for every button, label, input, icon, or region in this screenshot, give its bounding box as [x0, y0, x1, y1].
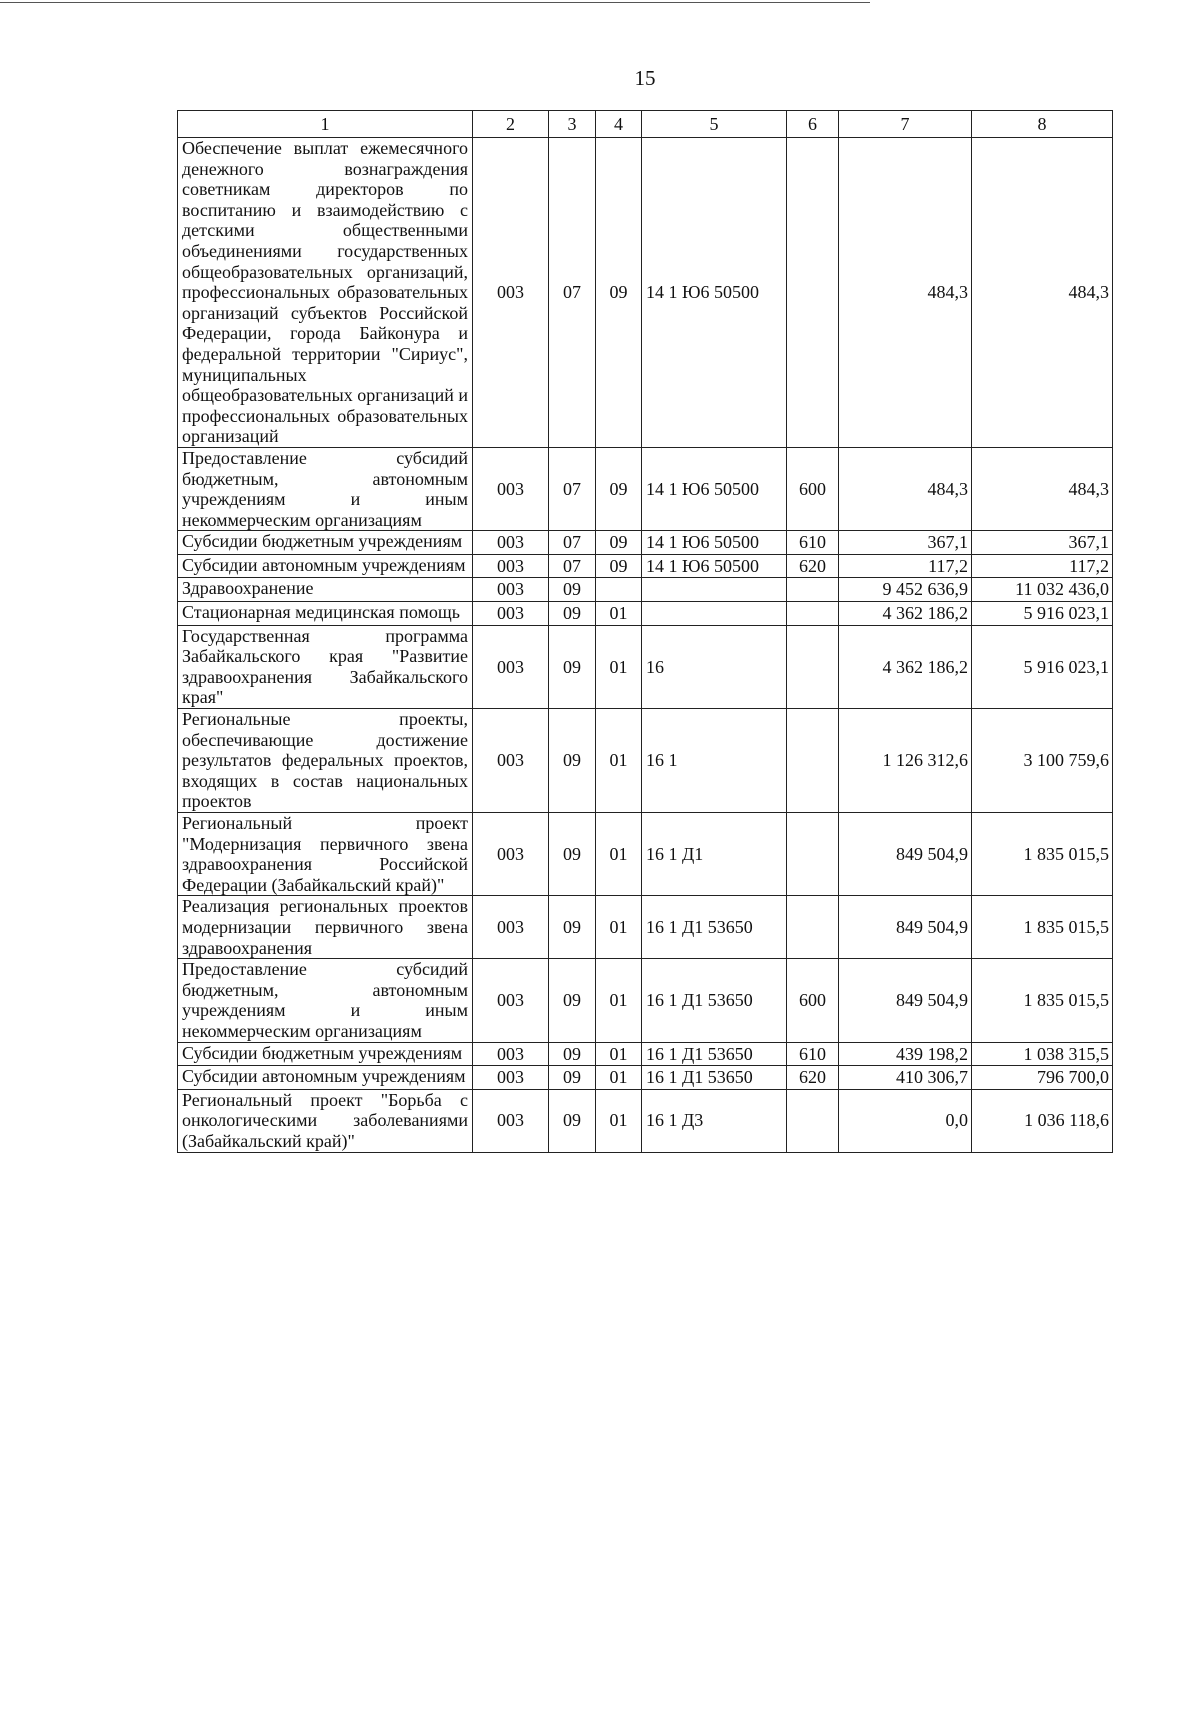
- header-cell-7: 7: [839, 111, 972, 138]
- table-row: [178, 1066, 1113, 1090]
- row-target-article-cell: 16 1 Д1 53650: [642, 1066, 787, 1090]
- row-subsection-cell: 09: [596, 554, 642, 578]
- row-target-article-cell: 16 1 Д1: [642, 813, 787, 896]
- row-expense-type-cell: [787, 813, 839, 896]
- table-row: [178, 578, 1113, 602]
- row-name-cell: Здравоохранение: [178, 578, 473, 602]
- row-subsection-cell: 01: [596, 709, 642, 813]
- header-cell-4: 4: [596, 111, 642, 138]
- row-amount-year1-cell: 4 362 186,2: [839, 602, 972, 626]
- table-row: [178, 447, 1113, 530]
- header-cell-6: 6: [787, 111, 839, 138]
- row-name-cell: Предоставление субсидий бюджетным, автономным учреждениям и иным некоммерческим организациям: [178, 447, 473, 530]
- row-target-article-cell: 14 1 Ю6 50500: [642, 554, 787, 578]
- row-admin-code-cell: 003: [473, 531, 549, 555]
- row-subsection-cell: 01: [596, 813, 642, 896]
- row-section-cell: 09: [549, 1089, 596, 1152]
- row-admin-code-cell: 003: [473, 138, 549, 448]
- table-row: [178, 1042, 1113, 1066]
- table-row: [178, 531, 1113, 555]
- row-amount-year2-cell: 1 835 015,5: [972, 959, 1113, 1042]
- row-subsection-cell: 01: [596, 1042, 642, 1066]
- table-row: [178, 602, 1113, 626]
- table-row: [178, 1089, 1113, 1152]
- row-subsection-cell: 09: [596, 138, 642, 448]
- row-target-article-cell: [642, 602, 787, 626]
- row-admin-code-cell: 003: [473, 602, 549, 626]
- header-cell-3: 3: [549, 111, 596, 138]
- row-expense-type-cell: 610: [787, 1042, 839, 1066]
- row-admin-code-cell: 003: [473, 578, 549, 602]
- row-admin-code-cell: 003: [473, 813, 549, 896]
- row-amount-year1-cell: 849 504,9: [839, 896, 972, 959]
- scan-edge-line: [0, 2, 870, 3]
- row-amount-year2-cell: 1 835 015,5: [972, 813, 1113, 896]
- row-name-cell: Региональные проекты, обеспечивающие достижение результатов федеральных проектов, входящих в состав национальных проектов: [178, 709, 473, 813]
- row-expense-type-cell: 610: [787, 531, 839, 555]
- row-admin-code-cell: 003: [473, 1089, 549, 1152]
- row-target-article-cell: [642, 578, 787, 602]
- row-section-cell: 09: [549, 602, 596, 626]
- row-amount-year2-cell: 11 032 436,0: [972, 578, 1113, 602]
- row-admin-code-cell: 003: [473, 554, 549, 578]
- row-name-cell: Обеспечение выплат ежемесячного денежного вознаграждения советникам директоров по воспитанию и взаимодействию с детскими общественными объединениями государственных общеобразовательных организаций, профессиональных образовательных организаций субъектов Российской Федерации, города Байконура и федеральной территории "Сириус", муниципальных общеобразовательных организаций и профессиональных образовательных организаций: [178, 138, 473, 448]
- row-section-cell: 07: [549, 447, 596, 530]
- row-name-cell: Региональный проект "Модернизация первичного звена здравоохранения Российской Федерации (Забайкальский край)": [178, 813, 473, 896]
- row-subsection-cell: 01: [596, 625, 642, 708]
- row-amount-year2-cell: 484,3: [972, 138, 1113, 448]
- row-amount-year1-cell: 410 306,7: [839, 1066, 972, 1090]
- row-amount-year1-cell: 849 504,9: [839, 813, 972, 896]
- row-subsection-cell: 01: [596, 1066, 642, 1090]
- row-expense-type-cell: 620: [787, 554, 839, 578]
- row-expense-type-cell: 600: [787, 447, 839, 530]
- header-cell-1: 1: [178, 111, 473, 138]
- row-section-cell: 09: [549, 1042, 596, 1066]
- table-row: [178, 625, 1113, 708]
- row-target-article-cell: 16 1 Д1 53650: [642, 1042, 787, 1066]
- row-section-cell: 09: [549, 813, 596, 896]
- row-amount-year2-cell: 484,3: [972, 447, 1113, 530]
- table-header-row: [178, 111, 1113, 138]
- row-target-article-cell: 14 1 Ю6 50500: [642, 447, 787, 530]
- row-admin-code-cell: 003: [473, 959, 549, 1042]
- page-number: 15: [634, 66, 656, 90]
- row-amount-year1-cell: 9 452 636,9: [839, 578, 972, 602]
- row-amount-year2-cell: 796 700,0: [972, 1066, 1113, 1090]
- row-name-cell: Государственная программа Забайкальского края "Развитие здравоохранения Забайкальского края": [178, 625, 473, 708]
- row-admin-code-cell: 003: [473, 1066, 549, 1090]
- table-row: [178, 138, 1113, 448]
- row-subsection-cell: 01: [596, 896, 642, 959]
- row-section-cell: 09: [549, 578, 596, 602]
- row-section-cell: 09: [549, 625, 596, 708]
- table-row: [178, 959, 1113, 1042]
- table-body: [178, 111, 1113, 1153]
- row-target-article-cell: 14 1 Ю6 50500: [642, 531, 787, 555]
- row-amount-year1-cell: 117,2: [839, 554, 972, 578]
- header-cell-5: 5: [642, 111, 787, 138]
- row-target-article-cell: 16 1 Д3: [642, 1089, 787, 1152]
- row-name-cell: Стационарная медицинская помощь: [178, 602, 473, 626]
- row-subsection-cell: 09: [596, 447, 642, 530]
- row-expense-type-cell: [787, 625, 839, 708]
- budget-table: [177, 110, 1113, 1153]
- row-name-cell: Субсидии автономным учреждениям: [178, 1066, 473, 1090]
- row-section-cell: 09: [549, 709, 596, 813]
- row-amount-year2-cell: 367,1: [972, 531, 1113, 555]
- table-row: [178, 896, 1113, 959]
- row-admin-code-cell: 003: [473, 896, 549, 959]
- row-admin-code-cell: 003: [473, 709, 549, 813]
- row-amount-year1-cell: 439 198,2: [839, 1042, 972, 1066]
- row-target-article-cell: 16 1 Д1 53650: [642, 896, 787, 959]
- row-expense-type-cell: [787, 578, 839, 602]
- row-admin-code-cell: 003: [473, 1042, 549, 1066]
- row-amount-year2-cell: 5 916 023,1: [972, 625, 1113, 708]
- row-expense-type-cell: [787, 709, 839, 813]
- header-cell-2: 2: [473, 111, 549, 138]
- table-row: [178, 813, 1113, 896]
- row-expense-type-cell: [787, 896, 839, 959]
- row-amount-year1-cell: 4 362 186,2: [839, 625, 972, 708]
- row-target-article-cell: 16: [642, 625, 787, 708]
- row-target-article-cell: 14 1 Ю6 50500: [642, 138, 787, 448]
- row-amount-year1-cell: 484,3: [839, 138, 972, 448]
- row-expense-type-cell: 620: [787, 1066, 839, 1090]
- row-name-cell: Субсидии бюджетным учреждениям: [178, 1042, 473, 1066]
- table-row: [178, 554, 1113, 578]
- row-section-cell: 07: [549, 554, 596, 578]
- row-subsection-cell: [596, 578, 642, 602]
- row-amount-year1-cell: 1 126 312,6: [839, 709, 972, 813]
- row-amount-year1-cell: 849 504,9: [839, 959, 972, 1042]
- row-name-cell: Региональный проект "Борьба с онкологическими заболеваниями (Забайкальский край)": [178, 1089, 473, 1152]
- row-expense-type-cell: [787, 138, 839, 448]
- row-amount-year2-cell: 1 835 015,5: [972, 896, 1113, 959]
- row-section-cell: 07: [549, 531, 596, 555]
- row-amount-year2-cell: 1 038 315,5: [972, 1042, 1113, 1066]
- row-target-article-cell: 16 1 Д1 53650: [642, 959, 787, 1042]
- row-subsection-cell: 01: [596, 602, 642, 626]
- row-amount-year2-cell: 3 100 759,6: [972, 709, 1113, 813]
- row-admin-code-cell: 003: [473, 447, 549, 530]
- row-section-cell: 09: [549, 959, 596, 1042]
- row-name-cell: Реализация региональных проектов модернизации первичного звена здравоохранения: [178, 896, 473, 959]
- row-expense-type-cell: [787, 602, 839, 626]
- row-section-cell: 09: [549, 1066, 596, 1090]
- row-amount-year2-cell: 5 916 023,1: [972, 602, 1113, 626]
- row-amount-year1-cell: 484,3: [839, 447, 972, 530]
- row-section-cell: 09: [549, 896, 596, 959]
- row-expense-type-cell: 600: [787, 959, 839, 1042]
- row-amount-year1-cell: 0,0: [839, 1089, 972, 1152]
- row-subsection-cell: 01: [596, 1089, 642, 1152]
- row-section-cell: 07: [549, 138, 596, 448]
- row-admin-code-cell: 003: [473, 625, 549, 708]
- row-amount-year1-cell: 367,1: [839, 531, 972, 555]
- table-row: [178, 709, 1113, 813]
- row-subsection-cell: 09: [596, 531, 642, 555]
- row-name-cell: Субсидии автономным учреждениям: [178, 554, 473, 578]
- row-name-cell: Предоставление субсидий бюджетным, автономным учреждениям и иным некоммерческим организациям: [178, 959, 473, 1042]
- header-cell-8: 8: [972, 111, 1113, 138]
- row-amount-year2-cell: 1 036 118,6: [972, 1089, 1113, 1152]
- row-name-cell: Субсидии бюджетным учреждениям: [178, 531, 473, 555]
- row-expense-type-cell: [787, 1089, 839, 1152]
- row-subsection-cell: 01: [596, 959, 642, 1042]
- row-amount-year2-cell: 117,2: [972, 554, 1113, 578]
- row-target-article-cell: 16 1: [642, 709, 787, 813]
